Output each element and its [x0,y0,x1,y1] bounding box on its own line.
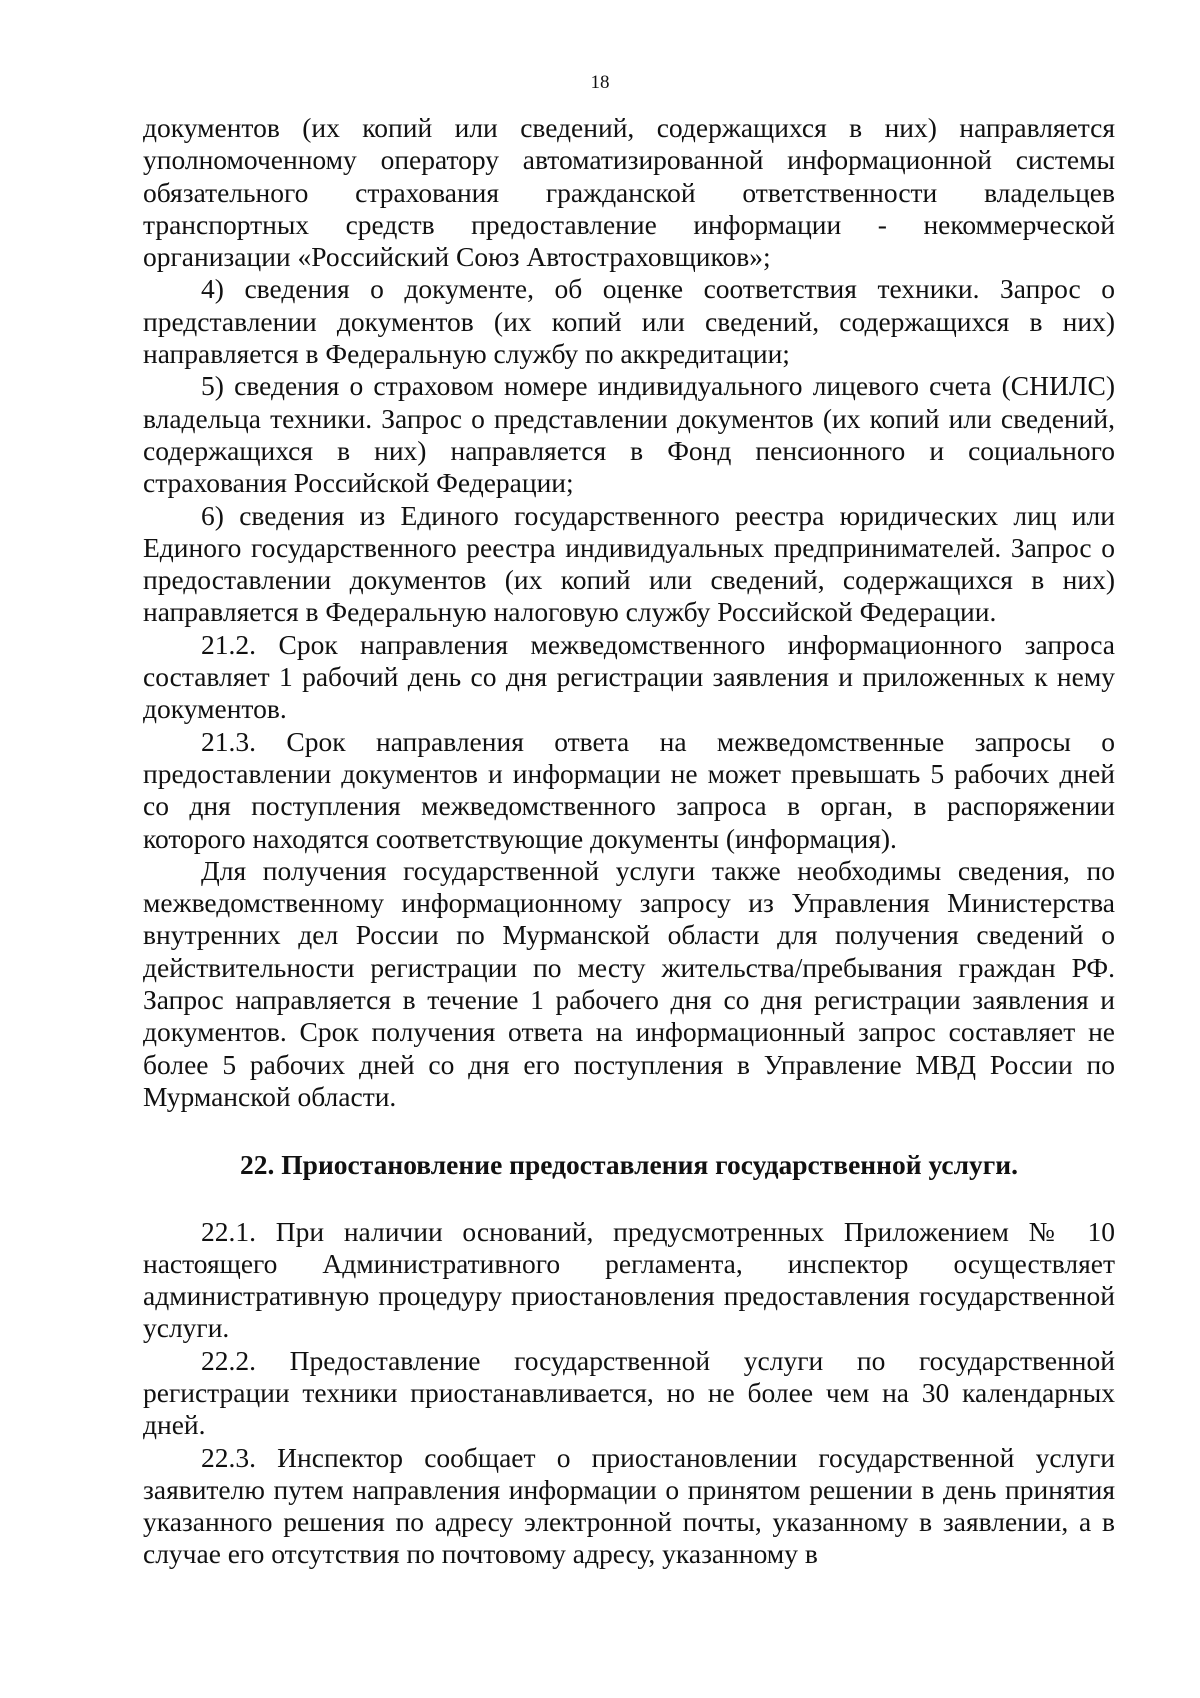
paragraph-item-5: 5) сведения о страховом номере индивидуального лицевого счета (СНИЛС) владельца техники. Запрос о представлении документов (их копий или сведений, содержащихся в них) направляется в Фонд пенсионного и социального страхования Российской Федерации; [143,370,1115,499]
paragraph-22-1: 22.1. При наличии оснований, предусмотренных Приложением № 10 настоящего Административного регламента, инспектор осуществляет административную процедуру приостановления предоставления государственной услуги. [143,1215,1115,1344]
page-number: 18 [590,72,610,93]
paragraph-item-4: 4) сведения о документе, об оценке соответствия техники. Запрос о представлении документов (их копий или сведений, содержащихся в них) направляется в Федеральную службу по аккредитации; [143,273,1115,370]
paragraph-continuation: документов (их копий или сведений, содержащихся в них) направляется уполномоченному оператору автоматизированной информационной системы обязательного страхования гражданской ответственности владельцев транспортных средств предоставление информации - некоммерческой организации «Российский Союз Автостраховщиков»; [143,112,1115,273]
document-body [143,112,1115,1571]
paragraph-item-6: 6) сведения из Единого государственного реестра юридических лиц или Единого государственного реестра индивидуальных предпринимателей. Запрос о предоставлении документов (их копий или сведений, содержащихся в них) направляется в Федеральную налоговую службу Российской Федерации. [143,499,1115,628]
paragraph-22-2: 22.2. Предоставление государственной услуги по государственной регистрации техники приостанавливается, но не более чем на 30 календарных дней. [143,1344,1115,1441]
section-heading: 22. Приостановление предоставления государственной услуги. [240,1149,1018,1181]
paragraph-21-3: 21.3. Срок направления ответа на межведомственные запросы о предоставлении документов и информации не может превышать 5 рабочих дней со дня поступления межведомственного запроса в орган, в распоряжении которого находятся соответствующие документы (информация). [143,725,1115,854]
paragraph-22-3: 22.3. Инспектор сообщает о приостановлении государственной услуги заявителю путем направления информации о принятом решении в день принятия указанного решения по адресу электронной почты, указанному в заявлении, а в случае его отсутствия по почтовому адресу, указанному в [143,1441,1115,1570]
paragraph-additional-info: Для получения государственной услуги также необходимы сведения, по межведомственному информационному запросу из Управления Министерства внутренних дел России по Мурманской области для получения сведений о действительности регистрации по месту жительства/пребывания граждан РФ. Запрос направляется в течение 1 рабочего дня со дня регистрации заявления и документов. Срок получения ответа на информационный запрос составляет не более 5 рабочих дней со дня его поступления в Управление МВД России по Мурманской области. [143,854,1115,1112]
paragraph-21-2: 21.2. Срок направления межведомственного информационного запроса составляет 1 рабочий день со дня регистрации заявления и приложенных к нему документов. [143,628,1115,725]
